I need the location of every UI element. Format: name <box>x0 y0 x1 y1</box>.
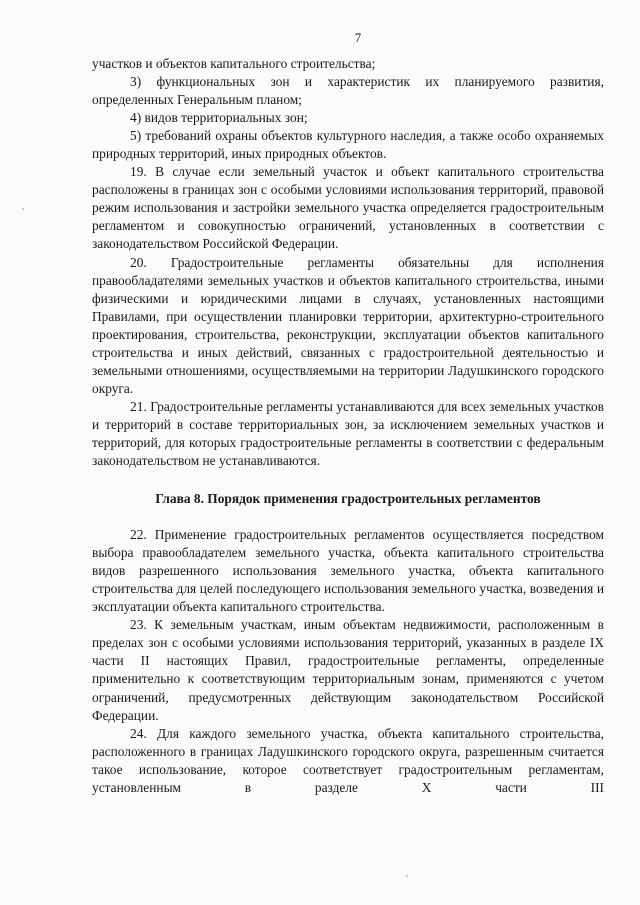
paragraph-19: 19. В случае если земельный участок и объект капитального строительства расположены в границах зон с особыми условиями использования территорий, правовой режим использования и застройки земельного участка определяется градостроительным регламентом и совокупностью ограничений, установленных в соответствии с законодательством Российской Федерации. <box>92 164 604 252</box>
scan-speck <box>22 208 24 210</box>
paragraph-21: 21. Градостроительные регламенты устанавливаются для всех земельных участков и территорий в составе территориальных зон, за исключением земельных участков и территорий, для которых градостроительные регламенты в соответствии с федеральным законодательством не устанавливаются. <box>92 398 604 469</box>
paragraph-23: 23. К земельным участкам, иным объектам недвижимости, расположенным в пределах зон с особыми условиями использования территорий, указанных в разделе IX части II настоящих Правил, градостроительные регламенты, определенные применительно к соответствующим территориальным зонам, применяются с учетом ограничений, предусмотренных действующим законодательством Российской Федерации. <box>92 617 604 723</box>
paragraph-22: 22. Применение градостроительных регламентов осуществляется посредством выбора правообладателем земельного участка, объекта капитального строительства видов разрешенного использования земельного участка, объекта капитального строительства для целей последующего использования земельного участка, возведения и эксплуатации объекта капитального строительства. <box>92 527 604 615</box>
paragraph-continuation: участков и объектов капитального строительства; <box>92 56 376 71</box>
list-item-3: 3) функциональных зон и характеристик их планируемого развития, определенных Генеральным планом; <box>92 74 604 108</box>
list-item-4: 4) видов территориальных зон; <box>130 110 308 126</box>
chapter-heading: Глава 8. Порядок применения градостроительных регламентов <box>155 491 541 507</box>
scan-speck <box>406 875 408 877</box>
list-item-5: 5) требований охраны объектов культурного наследия, а также особо охраняемых природных территорий, иных природных объектов. <box>92 128 604 162</box>
paragraph-24: 24. Для каждого земельного участка, объекта капитального строительства, расположенного в границах Ладушкинского городского округа, разрешенным считается такое использование, которое соответствует градостроительным регламентам, установленным в разделе X части III <box>92 725 604 795</box>
page-number: 7 <box>354 30 362 45</box>
paragraph-20: 20. Градостроительные регламенты обязательны для исполнения правообладателями земельных участков и объектов капитального строительства, иными физическими и юридическими лицами в случаях, установленных настоящими Правилами, при осуществлении планировки территории, архитектурно-строительного проектирования, строительства, реконструкции, эксплуатации объектов капитального строительства и иных действий, связанных с градостроительной деятельностью и земельными отношениями, осуществляемыми на территории Ладушкинского городского округа. <box>92 254 604 396</box>
